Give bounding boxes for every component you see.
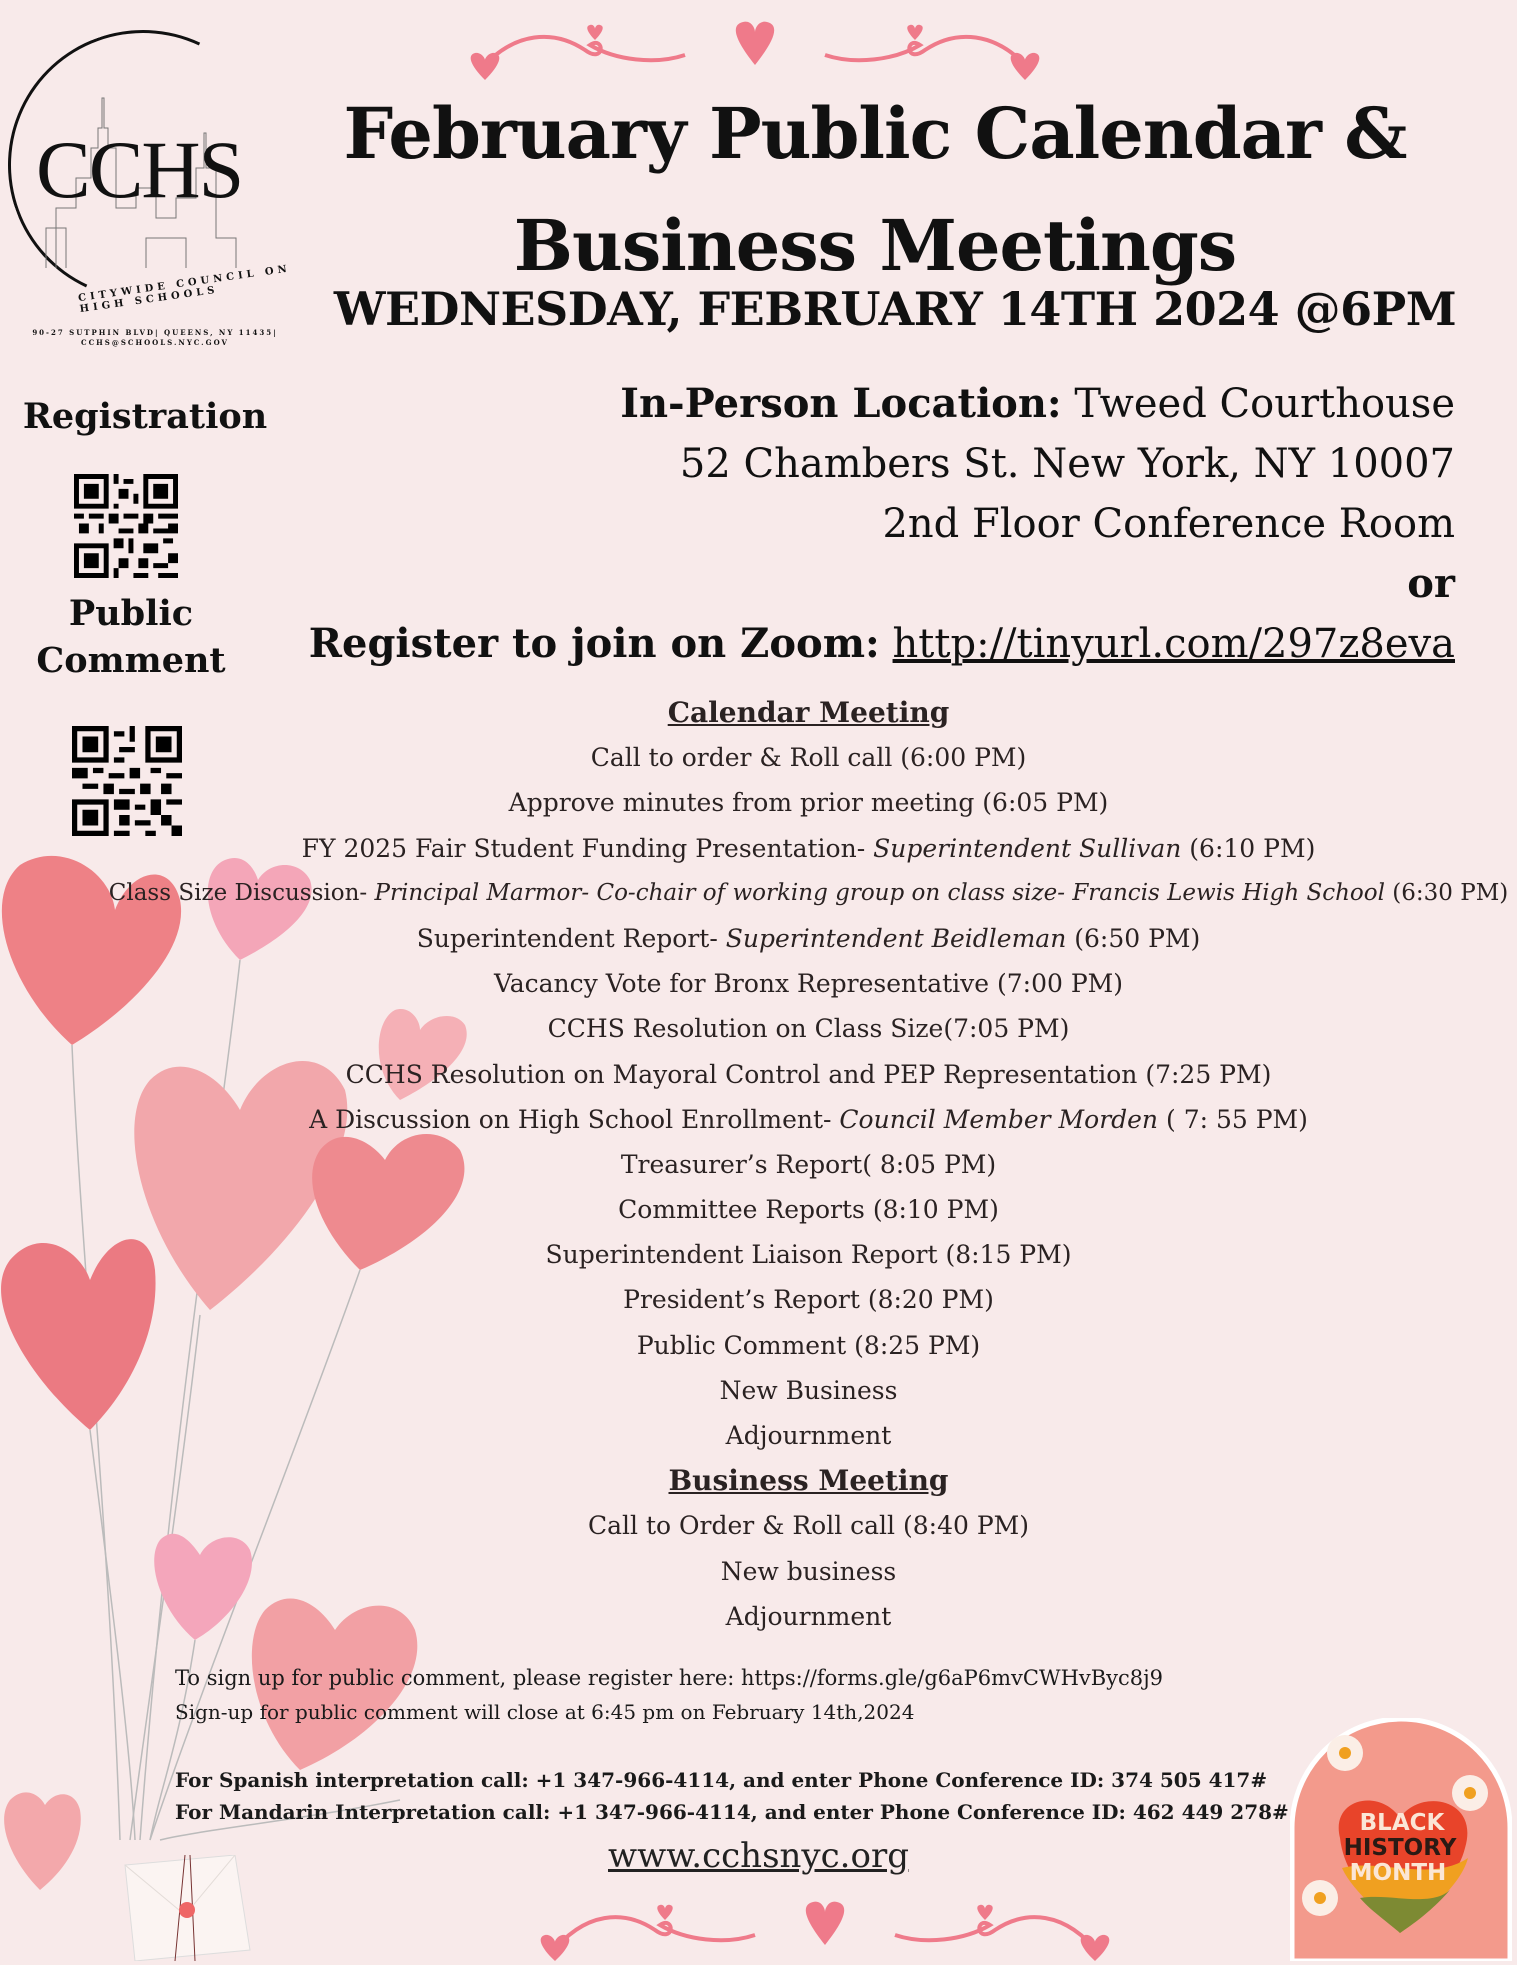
agenda-item: Call to order & Roll call (6:00 PM): [590, 743, 1027, 773]
agenda-item: Superintendent Liaison Report (8:15 PM): [545, 1240, 1072, 1270]
location-label: In-Person Location:: [620, 380, 1062, 427]
agenda-item: Adjournment: [725, 1421, 892, 1450]
zoom-label: Register to join on Zoom:: [308, 620, 880, 667]
location-address: 52 Chambers St. New York, NY 10007: [679, 441, 1455, 487]
location-line: [620, 374, 1455, 434]
svg-text:MONTH: MONTH: [1349, 1860, 1447, 1886]
agenda-item: Class Size Discussion- Principal Marmor- Co-chair of working group on class size- Francis Lewis High School (6:30 PM): [108, 879, 1509, 906]
registration-label: Registration: [22, 396, 268, 437]
registration-qr-code[interactable]: [74, 474, 178, 578]
agenda-item: New Business: [719, 1375, 898, 1405]
mandarin-interpretation-info: For Mandarin Interpretation call: +1 347-966-4114, and enter Phone Conference ID: 462 449 278#: [175, 1800, 1289, 1824]
agenda-item: Public Comment (8:25 PM): [636, 1330, 981, 1360]
location-venue: Tweed Courthouse: [1074, 381, 1455, 427]
meeting-date: WEDNESDAY, FEBRUARY 14TH 2024 @6PM: [333, 282, 1457, 336]
signup-close-notice: Sign-up for public comment will close at 6:45 pm on February 14th,2024: [175, 1700, 915, 1724]
agenda-item: Treasurer’s Report( 8:05 PM): [620, 1149, 997, 1179]
svg-text:HISTORY: HISTORY: [1343, 1835, 1457, 1861]
agenda-item: President’s Report (8:20 PM): [623, 1285, 994, 1315]
agenda-item: CCHS Resolution on Mayoral Control and PEP Representation (7:25 PM): [345, 1059, 1272, 1089]
svg-text:BLACK: BLACK: [1359, 1810, 1445, 1836]
heart-flourish-bottom-icon: [525, 1885, 1125, 1961]
agenda-item: Adjournment: [725, 1601, 892, 1631]
agenda-item: Superintendent Report- Superintendent Beidleman (6:50 PM): [416, 923, 1201, 953]
public-comment-label: Public Comment: [36, 593, 226, 681]
agenda-item: New business: [720, 1556, 897, 1586]
agenda-item: FY 2025 Fair Student Funding Presentation- Superintendent Sullivan (6:10 PM): [301, 833, 1316, 863]
agenda-item: A Discussion on High School Enrollment- Council Member Morden ( 7: 55 PM): [309, 1104, 1308, 1134]
black-history-month-badge: [1290, 1718, 1512, 1961]
agenda: [100, 690, 1517, 1639]
agenda-item: Call to Order & Roll call (8:40 PM): [587, 1511, 1030, 1541]
zoom-registration-line: [309, 614, 1455, 674]
agenda-item: Vacancy Vote for Bronx Representative (7:00 PM): [493, 969, 1124, 999]
or-label: or: [1407, 560, 1455, 607]
logo-address: 90-27 SUTPHIN BLVD| QUEENS, NY 11435| CCHS@SCHOOLS.NYC.GOV: [32, 328, 278, 347]
logo-ring-text: CITYWIDE COUNCIL ON HIGH SCHOOLS: [77, 263, 292, 316]
location-room: 2nd Floor Conference Room: [882, 501, 1455, 547]
public-comment-signup-link[interactable]: To sign up for public comment, please register here: https://forms.gle/g6aP6mvCWHvByc8j9: [175, 1666, 1164, 1690]
badge-illustration: [1290, 1718, 1512, 1961]
agenda-item: Committee Reports (8:10 PM): [618, 1195, 999, 1225]
agenda-item: Approve minutes from prior meeting (6:05 PM): [508, 788, 1109, 818]
spanish-interpretation-info: For Spanish interpretation call: +1 347-966-4114, and enter Phone Conference ID: 374 505 417#: [175, 1768, 1268, 1792]
website-link[interactable]: www.cchsnyc.org: [608, 1836, 909, 1876]
cchs-logo: [6, 28, 296, 347]
envelope-icon: [115, 1855, 255, 1961]
heart-flourish-top-icon: [455, 10, 1055, 85]
business-meeting-heading: Business Meeting: [668, 1464, 949, 1498]
agenda-item: CCHS Resolution on Class Size(7:05 PM): [547, 1014, 1070, 1044]
page-title: February Public Calendar & Business Meetings: [343, 92, 1407, 287]
zoom-registration-link[interactable]: http://tinyurl.com/297z8eva: [892, 621, 1455, 667]
logo-text: CCHS: [36, 124, 243, 215]
calendar-meeting-heading: Calendar Meeting: [667, 696, 950, 729]
